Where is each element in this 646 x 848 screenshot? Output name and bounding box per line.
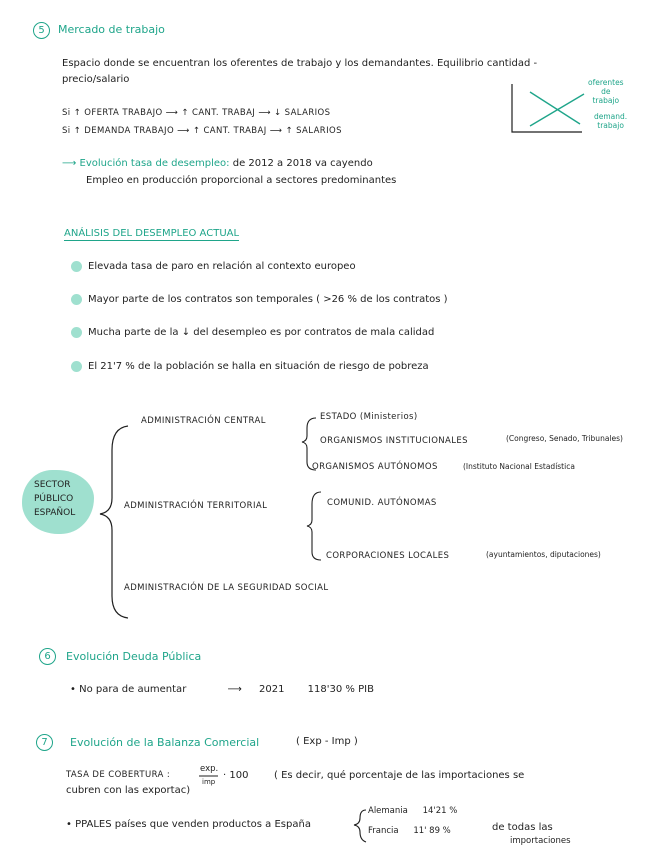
central-note-ine: (Instituto Nacional Estadística <box>463 462 575 471</box>
country-alemania <box>368 806 457 816</box>
section-7-number: 7 <box>36 734 53 751</box>
analysis-bullet-4: El 21'7 % de la población se halla en situación de riesgo de pobreza <box>88 361 429 372</box>
debt-bullet: • <box>70 684 76 695</box>
debt-text: No para de aumentar <box>79 684 187 695</box>
definition-line-2: precio/salario <box>62 74 130 85</box>
bullet-dot <box>71 327 82 338</box>
bullet-dot <box>71 261 82 272</box>
admin-central: ADMINISTRACIÓN CENTRAL <box>141 416 266 426</box>
coverage-explanation-1: ( Es decir, qué porcentaje de las importaciones se <box>274 770 525 781</box>
section-5-number: 5 <box>33 22 50 39</box>
analysis-title: ANÁLISIS DEL DESEMPLEO ACTUAL <box>64 228 240 239</box>
sector-label: SECTOR PÚBLICO ESPAÑOL <box>34 480 76 518</box>
analysis-bullet-2: Mayor parte de los contratos son temporales ( >26 % de los contratos ) <box>88 294 448 305</box>
coverage-multiplier: · 100 <box>223 770 249 781</box>
debt-line <box>70 684 374 696</box>
debt-value: 118'30 % PIB <box>307 684 374 695</box>
coverage-label: TASA DE COBERTURA : <box>66 770 171 780</box>
central-item-organismos-institucionales: ORGANISMOS INSTITUCIONALES <box>320 436 468 446</box>
coverage-explanation-2: cubren con las exportac) <box>66 785 191 796</box>
definition-line-1: Espacio donde se encuentran los oferentes de trabajo y los demandantes. Equilibrio cantidad - <box>62 58 538 69</box>
evolution-text: de 2012 a 2018 va cayendo <box>232 158 373 169</box>
section-7-title: Evolución de la Balanza Comercial <box>70 736 260 749</box>
analysis-bullet-1: Elevada tasa de paro en relación al contexto europeo <box>88 261 356 272</box>
country-value: 14'21 % <box>422 806 458 816</box>
country-name: Francia <box>368 826 399 836</box>
rule-demand: Si ↑ DEMANDA TRABAJO ⟶ ↑ CANT. TRABAJ ⟶ ↑ SALARIOS <box>62 126 342 136</box>
graph-demand-label: demand. trabajo <box>594 112 628 130</box>
bullet-dot <box>71 361 82 372</box>
countries-note-1: de todas las <box>492 822 553 833</box>
graph-supply-label: oferentes de trabajo <box>588 78 624 105</box>
debt-year: 2021 <box>259 684 285 695</box>
section-6-title: Evolución Deuda Pública <box>66 650 202 663</box>
rule-supply: Si ↑ OFERTA TRABAJO ⟶ ↑ CANT. TRABAJ ⟶ ↓ SALARIOS <box>62 108 331 118</box>
central-item-estado: ESTADO (Ministerios) <box>320 412 418 422</box>
central-item-organismos-autonomos: ORGANISMOS AUTÓNOMOS <box>312 462 438 472</box>
coverage-numerator: exp. <box>200 764 219 774</box>
territorial-note: (ayuntamientos, diputaciones) <box>486 550 601 559</box>
countries-line <box>66 819 311 831</box>
section-5-title: Mercado de trabajo <box>58 23 165 36</box>
supply-demand-graph <box>512 84 584 132</box>
countries-text: PPALES países que venden productos a España <box>75 819 311 830</box>
territorial-item-corporaciones: CORPORACIONES LOCALES <box>326 551 450 561</box>
countries-note-2: importaciones <box>510 836 571 846</box>
country-value: 11' 89 % <box>413 826 451 836</box>
country-name: Alemania <box>368 806 408 816</box>
country-francia <box>368 826 451 836</box>
territorial-item-comunidades: COMUNID. AUTÓNOMAS <box>327 498 437 508</box>
central-note-congreso: (Congreso, Senado, Tribunales) <box>506 434 623 443</box>
countries-brace <box>354 810 366 842</box>
section-6-number: 6 <box>39 648 56 665</box>
evolution-label: Evolución tasa de desempleo: <box>79 158 230 169</box>
section-7-title-suffix: ( Exp - Imp ) <box>296 736 358 747</box>
analysis-bullet-3: Mucha parte de la ↓ del desempleo es por contratos de mala calidad <box>88 327 435 338</box>
coverage-denominator: imp <box>202 778 216 786</box>
territorial-brace <box>307 492 321 560</box>
evolution-line-2: Empleo en producción proporcional a sectores predominantes <box>86 175 397 186</box>
debt-arrow: ⟶ <box>227 684 242 695</box>
evolution-line-1 <box>62 158 373 170</box>
admin-territorial: ADMINISTRACIÓN TERRITORIAL <box>124 501 268 511</box>
countries-bullet: • <box>66 819 72 830</box>
evolution-arrow: ⟶ <box>62 158 77 169</box>
admin-seguridad-social: ADMINISTRACIÓN DE LA SEGURIDAD SOCIAL <box>124 583 329 593</box>
bullet-dot <box>71 294 82 305</box>
